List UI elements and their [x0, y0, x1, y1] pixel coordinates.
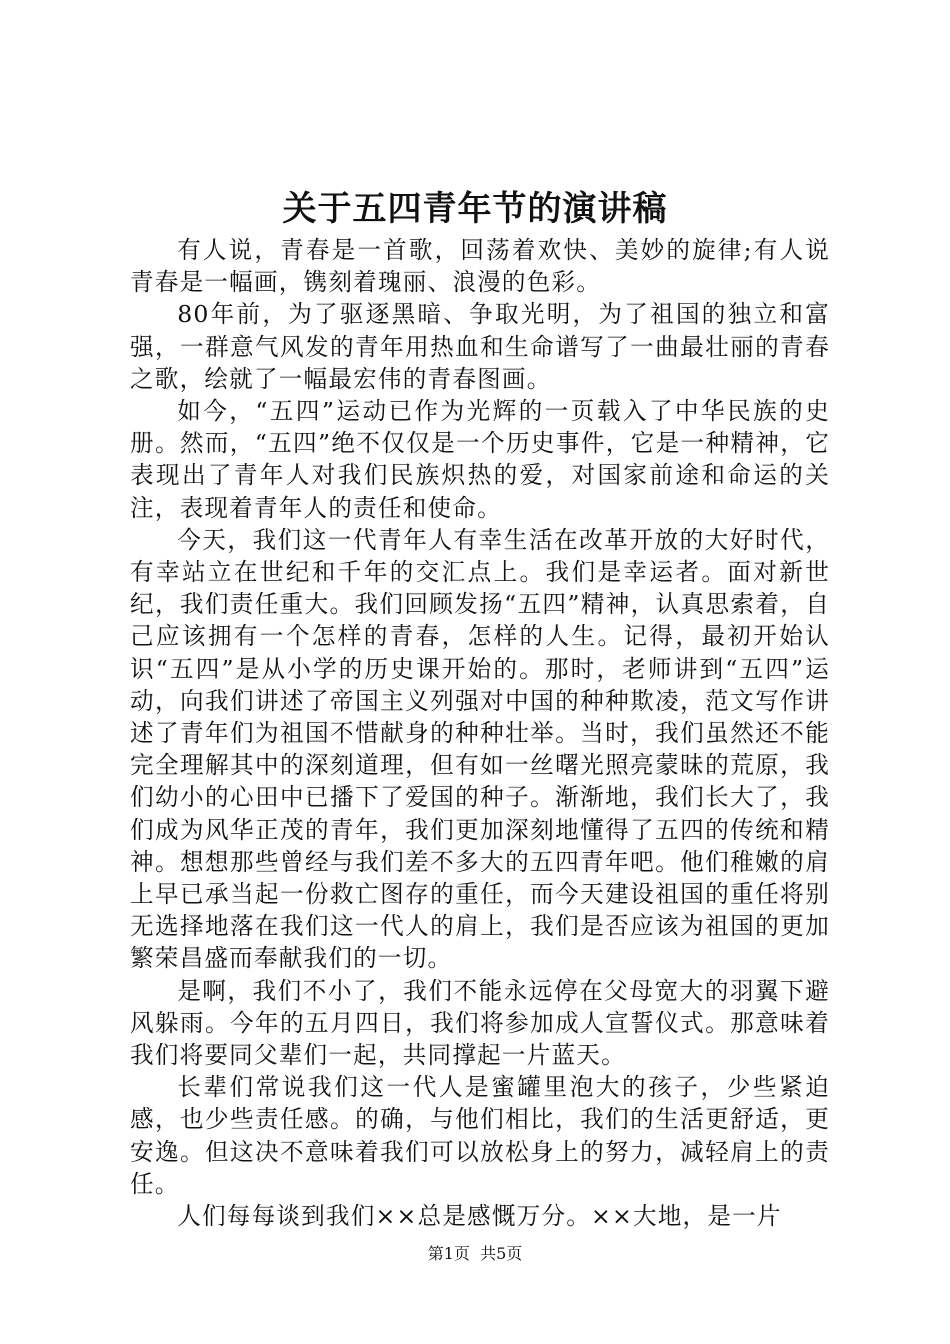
page-footer	[0, 1243, 950, 1265]
page-total: 共5页	[480, 1244, 523, 1263]
document-title: 关于五四青年节的演讲稿	[282, 189, 668, 229]
paragraph: 有人说，青春是一首歌，回荡着欢快、美妙的旋律;有人说青春是一幅画，镌刻着瑰丽、浪漫的色彩。	[130, 236, 830, 297]
page-number: 第1页	[427, 1244, 470, 1263]
paragraph: 是啊，我们不小了，我们不能永远停在父母宽大的羽翼下避风躲雨。今年的五月四日，我们将参加成人宣誓仪式。那意味着我们将要同父辈们一起，共同撑起一片蓝天。	[130, 976, 830, 1070]
document-body	[130, 234, 830, 1232]
paragraph: 80年前，为了驱逐黑暗、争取光明，为了祖国的独立和富强，一群意气风发的青年用热血和生命谱写了一曲最壮丽的青春之歌，绘就了一幅最宏伟的青春图画。	[130, 300, 830, 393]
footer-spacer	[470, 1244, 480, 1263]
paragraph: 如今，“五四”运动已作为光辉的一页载入了中华民族的史册。然而，“五四”绝不仅仅是一个历史事件，它是一种精神，它表现出了青年人对我们民族炽热的爱，对国家前途和命运的关注，表现着青年人的责任和使命。	[130, 397, 830, 522]
paragraph: 今天，我们这一代青年人有幸生活在改革开放的大好时代，有幸站立在世纪和千年的交汇点上。我们是幸运者。面对新世纪，我们责任重大。我们回顾发扬“五四”精神，认真思索着，自己应该拥有一个怎样的青春，怎样的人生。记得，最初开始认识“五四”是从小学的历史课开始的。那时，老师讲到“五四”运动，向我们讲述了帝国主义列强对中国的种种欺凌，范文写作讲述了青年们为祖国不惜献身的种种壮举。当时，我们虽然还不能完全理解其中的深刻道理，但有如一丝曙光照亮蒙昧的荒原，我们幼小的心田中已播下了爱国的种子。渐渐地，我们长大了，我们成为风华正茂的青年，我们更加深刻地懂得了五四的传统和精神。想想那些曾经与我们差不多大的五四青年吧。他们稚嫩的肩上早已承当起一份救亡图存的重任，而今天建设祖国的重任将别无选择地落在我们这一代人的肩上，我们是否应该为祖国的更加繁荣昌盛而奉献我们的一切。	[130, 525, 830, 973]
paragraph: 人们每每谈到我们××总是感慨万分。××大地，是一片	[177, 1202, 782, 1231]
paragraph: 长辈们常说我们这一代人是蜜罐里泡大的孩子，少些紧迫感，也少些责任感。的确，与他们相比，我们的生活更舒适，更安逸。但这决不意味着我们可以放松身上的努力，减轻肩上的责任。	[130, 1073, 830, 1198]
